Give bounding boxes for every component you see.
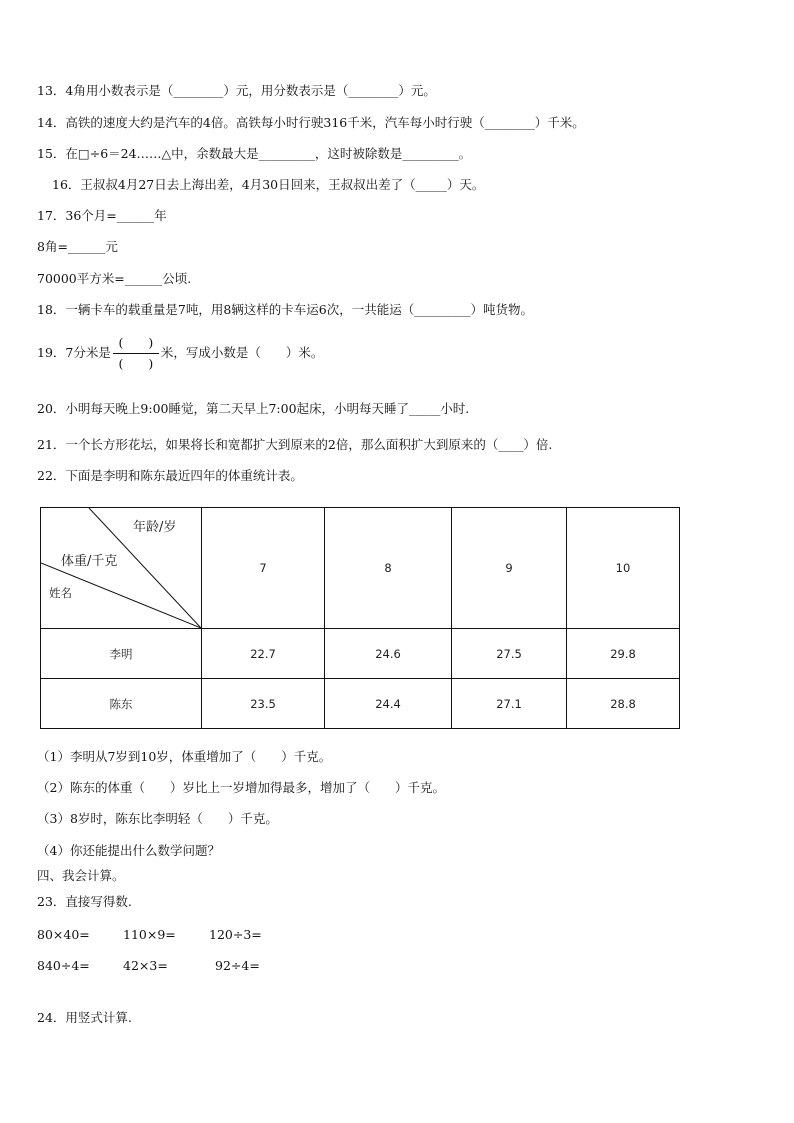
question-17-jiao: 8角=______元: [37, 239, 118, 254]
corner-age-label: 年龄/岁: [133, 520, 177, 535]
table-cell: 22.7: [202, 629, 325, 679]
calc-item: 840÷4=: [37, 958, 90, 973]
table-header-age: 7: [202, 508, 325, 629]
question-19-prefix: 19．7分米是: [37, 345, 111, 360]
question-23: 23．直接写得数.: [37, 894, 132, 909]
table-row: [41, 629, 680, 679]
table-cell: 28.8: [567, 679, 680, 729]
fraction-blank: [113, 336, 159, 371]
calc-item: 110×9=: [123, 927, 176, 942]
table-cell: 27.1: [452, 679, 567, 729]
fraction-numerator: ( ): [118, 335, 154, 350]
question-19: [37, 334, 323, 372]
question-17-months: 17．36个月=______年: [37, 208, 167, 223]
sub-question-3: （3）8岁时，陈东比李明轻（ ）千克。: [37, 811, 278, 826]
question-15: 15．在□÷6＝24……△中，余数最大是_________，这时被除数是_________。: [37, 146, 472, 161]
question-21: 21．一个长方形花坛，如果将长和宽都扩大到原来的2倍，那么面积扩大到原来的（____）倍.: [37, 437, 553, 452]
calc-item: 120÷3=: [209, 927, 262, 942]
sub-question-1: （1）李明从7岁到10岁，体重增加了（ ）千克。: [37, 749, 332, 764]
question-20: 20．小明每天晚上9:00睡觉，第二天早上7:00起床，小明每天睡了_____小时.: [37, 401, 470, 416]
table-cell: 23.5: [202, 679, 325, 729]
calc-item: 42×3=: [123, 958, 168, 973]
calc-item: 80×40=: [37, 927, 90, 942]
table-header-age: 10: [567, 508, 680, 629]
table-header-age: 8: [325, 508, 452, 629]
table-cell: 24.4: [325, 679, 452, 729]
table-cell: 29.8: [567, 629, 680, 679]
corner-weight-label: 体重/千克: [61, 554, 118, 569]
section-heading: 四、我会计算。: [37, 868, 125, 883]
weight-table: [40, 507, 680, 729]
question-18: 18．一辆卡车的载重量是7吨，用8辆这样的卡车运6次，一共能运（_________）吨货物。: [37, 302, 534, 317]
question-16: 16．王叔叔4月27日去上海出差，4月30日回来，王叔叔出差了（_____）天。: [52, 177, 485, 192]
calc-row-1: [37, 927, 262, 943]
table-row-name: 陈东: [41, 679, 202, 729]
question-17-area: 70000平方米=______公顷.: [37, 271, 192, 286]
fraction-denominator: ( ): [118, 356, 154, 371]
table-header-age: 9: [452, 508, 567, 629]
question-22: 22．下面是李明和陈东最近四年的体重统计表。: [37, 468, 303, 483]
sub-question-4: （4）你还能提出什么数学问题？: [37, 843, 220, 858]
table-cell: 27.5: [452, 629, 567, 679]
table-header-row: [41, 508, 680, 629]
question-19-suffix: 米，写成小数是（ ）米。: [160, 345, 324, 360]
table-cell: 24.6: [325, 629, 452, 679]
table-row: [41, 679, 680, 729]
corner-name-label: 姓名: [49, 586, 72, 600]
sub-question-2: （2）陈东的体重（ ）岁比上一岁增加得最多，增加了（ ）千克。: [37, 780, 445, 795]
calc-row-2: [37, 958, 260, 974]
question-24: 24．用竖式计算.: [37, 1010, 132, 1025]
table-row-name: 李明: [41, 629, 202, 679]
question-13: 13．4角用小数表示是（________）元，用分数表示是（________）元。: [37, 83, 436, 98]
question-14: 14．高铁的速度大约是汽车的4倍。高铁每小时行驶316千米，汽车每小时行驶（________）千米。: [37, 115, 585, 130]
calc-item: 92÷4=: [215, 958, 260, 973]
fraction-bar: [113, 353, 159, 354]
table-corner-cell: [41, 508, 202, 629]
